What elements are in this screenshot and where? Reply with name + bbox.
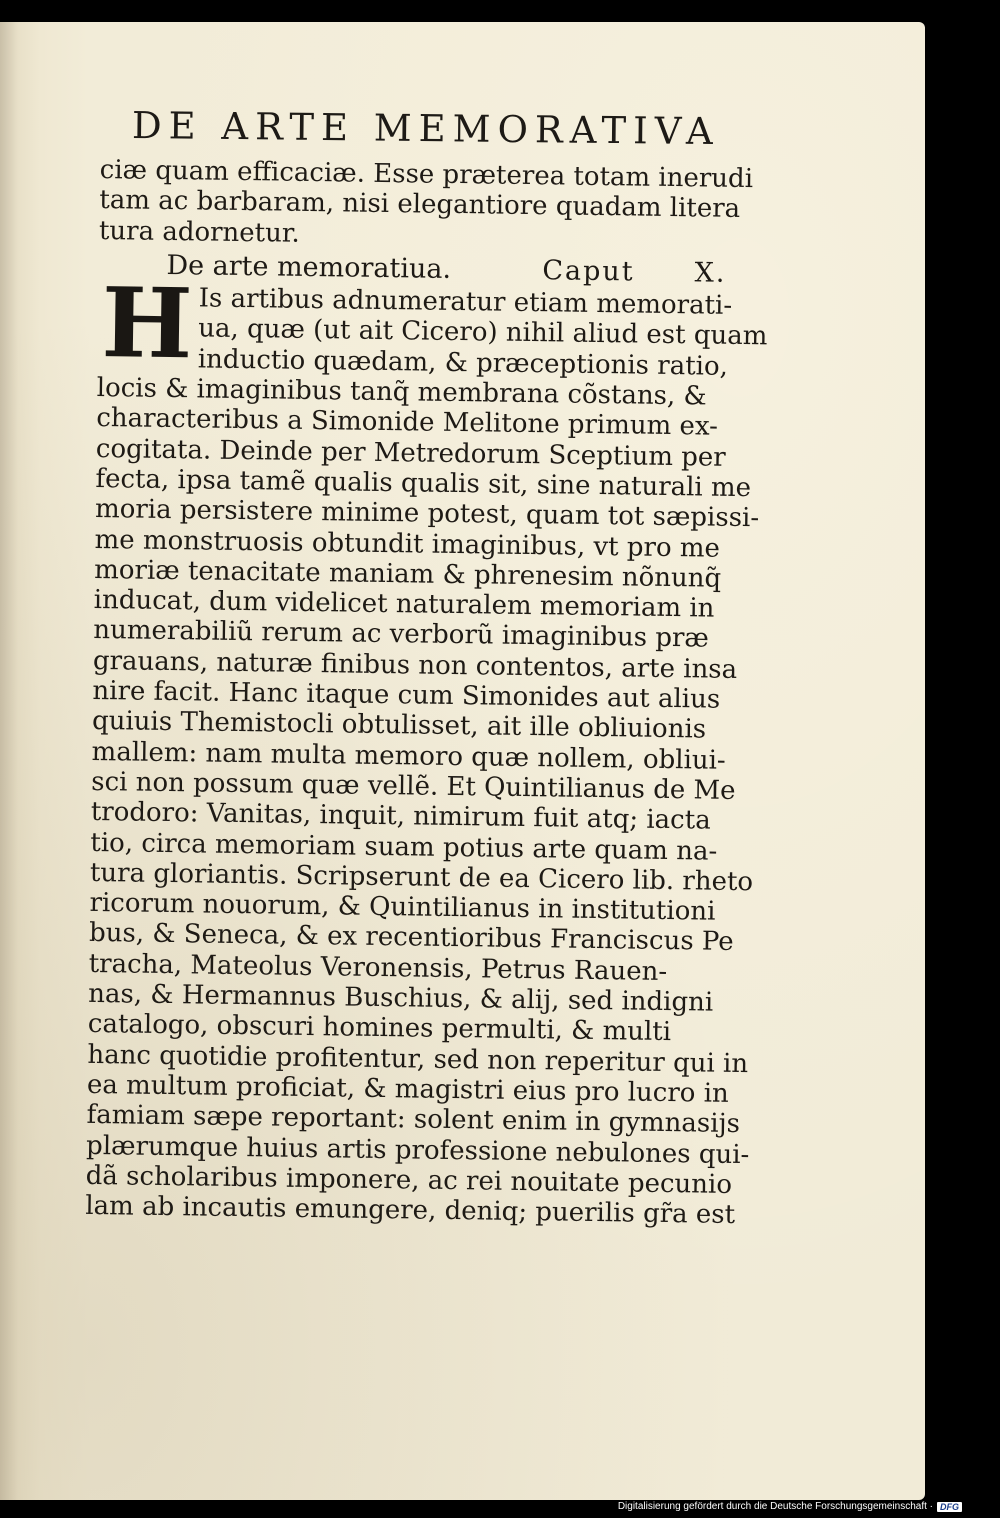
text-line: inducat, dum videlicet naturalem memoriam in xyxy=(93,585,715,624)
text-line: lam ab incautis emungere, deniq; puerilis gr̃a est xyxy=(85,1190,736,1231)
text-line: moria persistere minime potest, quam tot sæpissi- xyxy=(94,494,760,534)
text-line: famiam sæpe reportant: solent enim in gymnasijs xyxy=(86,1100,741,1140)
chapter-title: De arte memoratiua. xyxy=(166,249,452,285)
text-line: inductio quædam, & præceptionis ratio, xyxy=(197,344,729,382)
footer-credit xyxy=(618,1501,962,1512)
drop-initial: H xyxy=(100,266,194,381)
text-line: sci non possum quæ vellẽ. Et Quintilianus de Me xyxy=(91,766,736,806)
text-line: bus, & Seneca, & ex recentioribus Franciscus Pe xyxy=(88,918,734,958)
text-line: catalogo, obscuri homines permulti, & multi xyxy=(87,1009,672,1048)
text-line: ricorum nouorum, & Quintilianus in institutioni xyxy=(89,888,716,927)
text-line: trodoro: Vanitas, inquit, nimirum fuit atq; iacta xyxy=(90,797,711,836)
text-line: moriæ tenacitate maniam & phrenesim nõnunq̃ xyxy=(93,554,722,594)
text-line: me monstruosis obtundit imaginibus, vt pro me xyxy=(94,524,721,564)
text-line: characteribus a Simonide Melitone primum ex- xyxy=(96,403,719,443)
text-line: Is artibus adnumeratur etiam memorati- xyxy=(198,283,733,322)
text-block xyxy=(85,155,768,1231)
dfg-logo: DFG xyxy=(937,1502,962,1512)
footer-text: Digitalisierung gefördert durch die Deutsche Forschungsgemeinschaft · xyxy=(617,1501,933,1512)
text-line: tio, circa memoriam suam potius arte quam na- xyxy=(90,827,718,867)
book-page xyxy=(0,22,925,1500)
caput-number: X. xyxy=(694,257,727,289)
text-line: quiuis Themistocli obtulisset, ait ille obliuionis xyxy=(91,706,707,745)
text-line: dã scholaribus imponere, ac rei nouitate pecunio xyxy=(85,1160,733,1200)
text-line: hanc quotidie profitentur, sed non reperitur qui in xyxy=(87,1039,749,1079)
text-line: mallem: nam multa memoro quæ nollem, obliui- xyxy=(91,736,726,776)
text-line: ua, quæ (ut ait Cicero) nihil aliud est quam xyxy=(198,313,768,352)
text-line: ciæ quam efficaciæ. Esse præterea totam inerudi xyxy=(99,155,754,195)
text-line: nire facit. Hanc itaque cum Simonides aut alius xyxy=(92,675,721,715)
running-head: DE ARTE MEMORATIVA xyxy=(131,104,720,154)
text-line: numerabiliũ rerum ac verborũ imaginibus præ xyxy=(93,615,710,654)
text-line: cogitata. Deinde per Metredorum Sceptium per xyxy=(95,433,726,473)
text-line: locis & imaginibus tanq̃ membrana cõstans, & xyxy=(96,373,707,412)
body-paragraph xyxy=(85,373,760,1231)
text-line: tam ac barbaram, nisi elegantiore quadam litera xyxy=(99,185,741,225)
text-line: plærumque huius artis professione nebulones qui- xyxy=(85,1130,750,1170)
text-line: tracha, Mateolus Veronensis, Petrus Rauen- xyxy=(88,948,668,987)
text-line: tura adornetur. xyxy=(98,215,300,249)
text-line: nas, & Hermannus Buschius, & alij, sed indigni xyxy=(88,978,714,1018)
text-line: ea multum proficiat, & magistri eius pro lucro in xyxy=(86,1069,729,1109)
text-line: fecta, ipsa tamẽ qualis qualis sit, sine naturali me xyxy=(95,463,752,504)
text-line: grauans, naturæ finibus non contentos, arte insa xyxy=(92,645,738,685)
text-line: tura gloriantis. Scripserunt de ea Cicero lib. rheto xyxy=(89,857,754,898)
caput-label: Caput X. xyxy=(542,255,727,289)
